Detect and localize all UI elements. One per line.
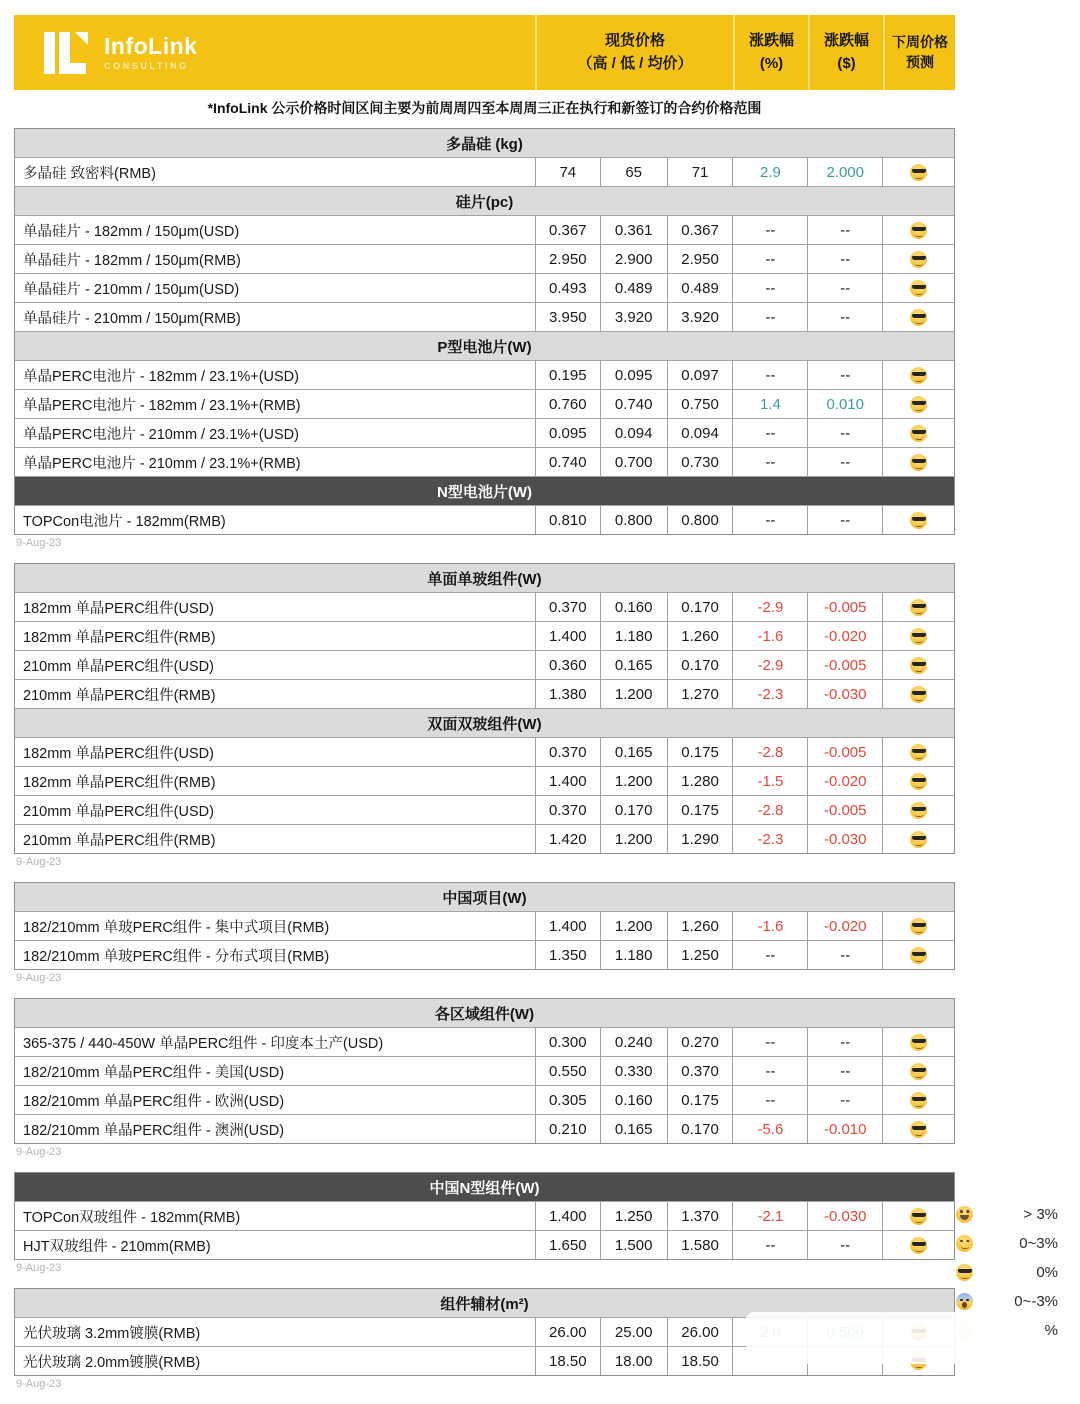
forecast-cell: [882, 390, 954, 418]
forecast-cell: [882, 680, 954, 708]
legend-item: [956, 1292, 1058, 1310]
cool-face-emoji-icon: [910, 309, 927, 326]
legend-label: 0%: [1036, 1263, 1058, 1281]
legend-label: 0~-3%: [1014, 1292, 1058, 1310]
grin-face-emoji-icon: [956, 1206, 973, 1223]
table-row: [15, 795, 954, 824]
price-low: 1.180: [600, 941, 667, 969]
spot-price-label: 现货价格: [604, 32, 665, 49]
cool-face-emoji-icon: [910, 251, 927, 268]
price-high: 1.400: [535, 912, 600, 940]
price-high: 0.370: [535, 796, 600, 824]
forecast-cell: [882, 1231, 954, 1259]
section-header: 硅片(pc): [15, 186, 954, 215]
change-abs: --: [807, 245, 882, 273]
cool-face-emoji-icon: [910, 512, 927, 529]
change-pct: --: [732, 1086, 807, 1114]
cool-face-emoji-icon: [910, 425, 927, 442]
price-low: 65: [600, 158, 667, 186]
row-label: 182mm 单晶PERC组件(USD): [23, 745, 214, 762]
column-header-spot-price: [535, 15, 733, 90]
change-pct: --: [732, 1231, 807, 1259]
price-avg: 1.280: [667, 767, 733, 795]
price-high: 0.810: [535, 506, 600, 534]
change-pct: --: [732, 941, 807, 969]
change-pct-unit: (%): [759, 54, 784, 72]
table-header: [14, 15, 955, 90]
change-pct-label: 涨跌幅: [748, 32, 794, 49]
section-header: 多晶硅 (kg): [15, 129, 954, 157]
table-row: [15, 911, 954, 940]
forecast-cell: [882, 1057, 954, 1085]
cool-face-emoji-icon: [910, 280, 927, 297]
change-pct: -2.3: [732, 825, 807, 853]
table-row: [15, 737, 954, 766]
change-pct: --: [732, 216, 807, 244]
price-high: 1.350: [535, 941, 600, 969]
row-label: 单晶PERC电池片 - 182mm / 23.1%+(RMB): [23, 397, 301, 414]
change-abs: --: [807, 216, 882, 244]
table-row: [15, 1230, 954, 1259]
change-pct: -2.9: [732, 651, 807, 679]
price-low: 0.170: [600, 796, 667, 824]
row-label: 365-375 / 440-450W 单晶PERC组件 - 印度本土产(USD): [23, 1035, 384, 1052]
change-abs: 2.000: [807, 158, 882, 186]
forecast-label-line2: 预测: [906, 53, 934, 70]
column-header-forecast: [883, 15, 955, 90]
price-high: 1.400: [535, 767, 600, 795]
price-low: 0.160: [600, 1086, 667, 1114]
change-pct: --: [732, 1028, 807, 1056]
cool-face-emoji-icon: [910, 222, 927, 239]
change-abs: -0.030: [807, 825, 882, 853]
change-pct: --: [732, 448, 807, 476]
forecast-cell: [882, 941, 954, 969]
price-low: 1.200: [600, 680, 667, 708]
smile-face-emoji-icon: [956, 1235, 973, 1252]
price-avg: 0.094: [667, 419, 733, 447]
price-avg: 1.270: [667, 680, 733, 708]
price-avg: 1.260: [667, 622, 733, 650]
price-low: 0.160: [600, 593, 667, 621]
date-label: 9-Aug-23: [16, 537, 62, 549]
price-avg: 0.730: [667, 448, 733, 476]
price-avg: 3.920: [667, 303, 733, 331]
table-row: [15, 1085, 954, 1114]
change-abs: -0.010: [807, 1115, 882, 1143]
change-pct: -2.9: [732, 593, 807, 621]
price-avg: 26.00: [667, 1318, 733, 1346]
legend-label: %: [1044, 1321, 1058, 1339]
change-pct: --: [732, 1057, 807, 1085]
price-high: 0.195: [535, 361, 600, 389]
forecast-cell: [882, 245, 954, 273]
table-row: [15, 360, 954, 389]
change-abs: -0.005: [807, 593, 882, 621]
price-low: 0.095: [600, 361, 667, 389]
forecast-cell: [882, 767, 954, 795]
change-pct: --: [732, 419, 807, 447]
row-label: 182/210mm 单晶PERC组件 - 美国(USD): [23, 1064, 285, 1081]
forecast-cell: [882, 506, 954, 534]
change-abs: --: [807, 274, 882, 302]
price-avg: 71: [667, 158, 733, 186]
forecast-cell: [882, 622, 954, 650]
change-abs: --: [807, 361, 882, 389]
forecast-cell: [882, 738, 954, 766]
price-high: 1.380: [535, 680, 600, 708]
cool-face-emoji-icon: [910, 657, 927, 674]
price-avg: 0.175: [667, 796, 733, 824]
row-label: 182/210mm 单玻PERC组件 - 集中式项目(RMB): [23, 919, 330, 936]
change-pct: -2.8: [732, 738, 807, 766]
price-avg: 1.580: [667, 1231, 733, 1259]
change-abs: -0.005: [807, 738, 882, 766]
price-low: 25.00: [600, 1318, 667, 1346]
price-avg: 2.950: [667, 245, 733, 273]
change-abs: -0.020: [807, 912, 882, 940]
price-period-note: *InfoLink 公示价格时间区间主要为前周周四至本周周三正在执行和新签订的合约价格范围: [207, 99, 762, 116]
change-abs-label: 涨跌幅: [823, 32, 869, 49]
legend-item: [956, 1205, 1058, 1223]
table-row: [15, 157, 954, 186]
row-label: 182mm 单晶PERC组件(RMB): [23, 629, 216, 646]
forecast-label-line1: 下周价格: [892, 33, 948, 50]
price-low: 0.361: [600, 216, 667, 244]
change-pct: -1.5: [732, 767, 807, 795]
price-avg: 0.750: [667, 390, 733, 418]
change-pct: -1.6: [732, 622, 807, 650]
cool-face-emoji-icon: [910, 628, 927, 645]
change-abs: --: [807, 419, 882, 447]
price-high: 74: [535, 158, 600, 186]
forecast-cell: [882, 158, 954, 186]
forecast-cell: [882, 651, 954, 679]
table-row: [15, 273, 954, 302]
section-header: 中国N型组件(W): [15, 1173, 954, 1201]
price-avg: 0.097: [667, 361, 733, 389]
row-label: 单晶硅片 - 182mm / 150μm(USD): [23, 223, 240, 240]
price-high: 26.00: [535, 1318, 600, 1346]
table-row: [15, 592, 954, 621]
scream-face-emoji-icon: [956, 1293, 973, 1310]
price-block: [14, 882, 955, 970]
table-row: [15, 1027, 954, 1056]
forecast-cell: [882, 448, 954, 476]
price-low: 0.240: [600, 1028, 667, 1056]
forecast-cell: [882, 1028, 954, 1056]
table-row: [15, 302, 954, 331]
section-header: N型电池片(W): [15, 476, 954, 505]
price-high: 0.367: [535, 216, 600, 244]
table-row: [15, 389, 954, 418]
price-high: 2.950: [535, 245, 600, 273]
price-high: 0.305: [535, 1086, 600, 1114]
brand-subtitle: CONSULTING: [104, 61, 189, 72]
price-low: 1.180: [600, 622, 667, 650]
forecast-cell: [882, 216, 954, 244]
change-pct: -1.6: [732, 912, 807, 940]
cool-face-emoji-icon: [910, 454, 927, 471]
cool-face-emoji-icon: [910, 802, 927, 819]
change-pct: -2.1: [732, 1202, 807, 1230]
price-high: 0.300: [535, 1028, 600, 1056]
change-abs: --: [807, 1028, 882, 1056]
row-label: HJT双玻组件 - 210mm(RMB): [23, 1238, 211, 1255]
price-low: 18.00: [600, 1347, 667, 1375]
date-label: 9-Aug-23: [16, 1262, 62, 1274]
price-avg: 18.50: [667, 1347, 733, 1375]
cool-face-emoji-icon: [910, 1063, 927, 1080]
price-low: 1.200: [600, 912, 667, 940]
price-high: 1.420: [535, 825, 600, 853]
cool-face-emoji-icon: [910, 1208, 927, 1225]
section-header: P型电池片(W): [15, 331, 954, 360]
price-high: 1.400: [535, 622, 600, 650]
forecast-cell: [882, 912, 954, 940]
cool-face-emoji-icon: [910, 396, 927, 413]
change-pct: -2.3: [732, 680, 807, 708]
date-label: 9-Aug-23: [16, 1146, 62, 1158]
price-table: [14, 15, 955, 1404]
cool-face-emoji-icon: [910, 1034, 927, 1051]
legend-label: 0~3%: [1019, 1234, 1058, 1252]
price-avg: 0.489: [667, 274, 733, 302]
row-label: 182mm 单晶PERC组件(USD): [23, 600, 214, 617]
price-high: 0.550: [535, 1057, 600, 1085]
row-label: 单晶硅片 - 182mm / 150μm(RMB): [23, 252, 241, 269]
logo-text: [104, 34, 197, 71]
row-label: 182/210mm 单晶PERC组件 - 澳洲(USD): [23, 1122, 285, 1139]
table-row: [15, 824, 954, 853]
price-high: 0.760: [535, 390, 600, 418]
cool-face-emoji-icon: [910, 947, 927, 964]
row-label: TOPCon双玻组件 - 182mm(RMB): [23, 1209, 241, 1226]
price-avg: 0.170: [667, 593, 733, 621]
spot-price-sublabel: （高 / 低 / 均价）: [577, 54, 693, 72]
row-label: 单晶PERC电池片 - 210mm / 23.1%+(USD): [23, 426, 299, 443]
row-label: 单晶PERC电池片 - 182mm / 23.1%+(USD): [23, 368, 299, 385]
price-high: 1.650: [535, 1231, 600, 1259]
row-label: 210mm 单晶PERC组件(USD): [23, 658, 214, 675]
price-block: [14, 128, 955, 535]
change-pct: --: [732, 245, 807, 273]
row-label: 182/210mm 单晶PERC组件 - 欧洲(USD): [23, 1093, 285, 1110]
price-avg: 0.800: [667, 506, 733, 534]
price-low: 0.700: [600, 448, 667, 476]
row-label: 单晶硅片 - 210mm / 150μm(USD): [23, 281, 240, 298]
table-row: [15, 505, 954, 534]
price-low: 2.900: [600, 245, 667, 273]
row-label: 单晶PERC电池片 - 210mm / 23.1%+(RMB): [23, 455, 301, 472]
row-label: 单晶硅片 - 210mm / 150μm(RMB): [23, 310, 241, 327]
forecast-cell: [882, 303, 954, 331]
date-label: 9-Aug-23: [16, 1378, 62, 1390]
section-header: 组件辅材(m²): [15, 1289, 954, 1317]
change-abs: --: [807, 1057, 882, 1085]
change-abs: --: [807, 303, 882, 331]
section-header: 各区域组件(W): [15, 999, 954, 1027]
cool-face-emoji-icon: [910, 1237, 927, 1254]
forecast-cell: [882, 419, 954, 447]
row-label: 光伏玻璃 2.0mm镀膜(RMB): [23, 1354, 201, 1371]
price-low: 0.740: [600, 390, 667, 418]
table-row: [15, 650, 954, 679]
legend-item: [956, 1234, 1058, 1252]
legend-item: [956, 1263, 1058, 1281]
section-header: 单面单玻组件(W): [15, 564, 954, 592]
cool-face-emoji-icon: [910, 918, 927, 935]
price-avg: 1.290: [667, 825, 733, 853]
change-abs: -0.030: [807, 680, 882, 708]
price-low: 3.920: [600, 303, 667, 331]
change-abs: -0.020: [807, 622, 882, 650]
change-abs: -0.005: [807, 796, 882, 824]
row-label: TOPCon电池片 - 182mm(RMB): [23, 513, 226, 530]
price-block: [14, 998, 955, 1144]
price-low: 0.165: [600, 738, 667, 766]
price-low: 0.489: [600, 274, 667, 302]
price-low: 0.094: [600, 419, 667, 447]
price-low: 1.500: [600, 1231, 667, 1259]
cool-face-emoji-icon: [910, 744, 927, 761]
price-avg: 0.367: [667, 216, 733, 244]
infolink-logo-icon: [44, 32, 89, 74]
table-row: [15, 447, 954, 476]
price-high: 0.370: [535, 593, 600, 621]
price-avg: 1.370: [667, 1202, 733, 1230]
price-high: 0.493: [535, 274, 600, 302]
change-abs: -0.005: [807, 651, 882, 679]
change-pct: --: [732, 274, 807, 302]
cool-face-emoji-icon: [910, 164, 927, 181]
change-abs: 0.010: [807, 390, 882, 418]
price-avg: 0.370: [667, 1057, 733, 1085]
price-high: 1.400: [535, 1202, 600, 1230]
price-high: 18.50: [535, 1347, 600, 1375]
row-label: 182mm 单晶PERC组件(RMB): [23, 774, 216, 791]
watermark-overlay: [746, 1312, 1012, 1364]
price-avg: 0.175: [667, 1086, 733, 1114]
table-row: [15, 621, 954, 650]
forecast-cell: [882, 593, 954, 621]
price-avg: 1.250: [667, 941, 733, 969]
row-label: 210mm 单晶PERC组件(USD): [23, 803, 214, 820]
cool-face-emoji-icon: [910, 686, 927, 703]
cool-face-emoji-icon: [910, 831, 927, 848]
section-header: 双面双玻组件(W): [15, 708, 954, 737]
change-abs: --: [807, 1231, 882, 1259]
change-abs: --: [807, 506, 882, 534]
price-high: 0.095: [535, 419, 600, 447]
date-label: 9-Aug-23: [16, 856, 62, 868]
table-row: [15, 1056, 954, 1085]
forecast-cell: [882, 1115, 954, 1143]
section-header: 中国项目(W): [15, 883, 954, 911]
price-high: 0.740: [535, 448, 600, 476]
legend-label: > 3%: [1023, 1205, 1058, 1223]
change-abs-unit: ($): [837, 54, 856, 72]
price-avg: 0.175: [667, 738, 733, 766]
forecast-cell: [882, 796, 954, 824]
price-block: [14, 1172, 955, 1260]
price-high: 0.360: [535, 651, 600, 679]
row-label: 182/210mm 单玻PERC组件 - 分布式项目(RMB): [23, 948, 330, 965]
price-avg: 1.260: [667, 912, 733, 940]
table-row: [15, 766, 954, 795]
change-abs: --: [807, 941, 882, 969]
forecast-cell: [882, 274, 954, 302]
forecast-cell: [882, 361, 954, 389]
price-low: 1.200: [600, 767, 667, 795]
change-pct: 1.4: [732, 390, 807, 418]
table-row: [15, 1201, 954, 1230]
change-pct: --: [732, 506, 807, 534]
row-label: 光伏玻璃 3.2mm镀膜(RMB): [23, 1325, 201, 1342]
table-row: [15, 679, 954, 708]
change-abs: --: [807, 448, 882, 476]
price-low: 0.330: [600, 1057, 667, 1085]
change-abs: -0.020: [807, 767, 882, 795]
table-row: [15, 418, 954, 447]
row-label: 多晶硅 致密料(RMB): [23, 165, 156, 182]
date-label: 9-Aug-23: [16, 972, 62, 984]
price-low: 0.800: [600, 506, 667, 534]
price-low: 1.250: [600, 1202, 667, 1230]
price-avg: 0.170: [667, 1115, 733, 1143]
change-pct: 2.9: [732, 158, 807, 186]
column-header-change-abs: [808, 15, 883, 90]
change-pct: --: [732, 303, 807, 331]
cool-face-emoji-icon: [910, 367, 927, 384]
cool-face-emoji-icon: [910, 1092, 927, 1109]
change-abs: --: [807, 1086, 882, 1114]
cool-face-emoji-icon: [910, 773, 927, 790]
row-label: 210mm 单晶PERC组件(RMB): [23, 832, 216, 849]
brand-name: InfoLink: [104, 32, 198, 59]
table-row: [15, 244, 954, 273]
infolink-logo: [14, 15, 535, 90]
price-block: [14, 563, 955, 854]
change-pct: -5.6: [732, 1115, 807, 1143]
forecast-cell: [882, 1086, 954, 1114]
table-row: [15, 940, 954, 969]
table-groups: [14, 128, 955, 1393]
row-label: 210mm 单晶PERC组件(RMB): [23, 687, 216, 704]
price-high: 3.950: [535, 303, 600, 331]
table-row: [15, 1114, 954, 1143]
price-low: 0.165: [600, 651, 667, 679]
cool-face-emoji-icon: [910, 1121, 927, 1138]
price-avg: 0.170: [667, 651, 733, 679]
cool-face-emoji-icon: [910, 599, 927, 616]
price-avg: 0.270: [667, 1028, 733, 1056]
forecast-cell: [882, 825, 954, 853]
table-row: [15, 215, 954, 244]
price-high: 0.210: [535, 1115, 600, 1143]
price-low: 0.165: [600, 1115, 667, 1143]
price-high: 0.370: [535, 738, 600, 766]
change-pct: -2.8: [732, 796, 807, 824]
column-header-change-pct: [733, 15, 808, 90]
price-low: 1.200: [600, 825, 667, 853]
change-abs: -0.030: [807, 1202, 882, 1230]
forecast-cell: [882, 1202, 954, 1230]
cool-face-emoji-icon: [956, 1264, 973, 1281]
change-pct: --: [732, 361, 807, 389]
